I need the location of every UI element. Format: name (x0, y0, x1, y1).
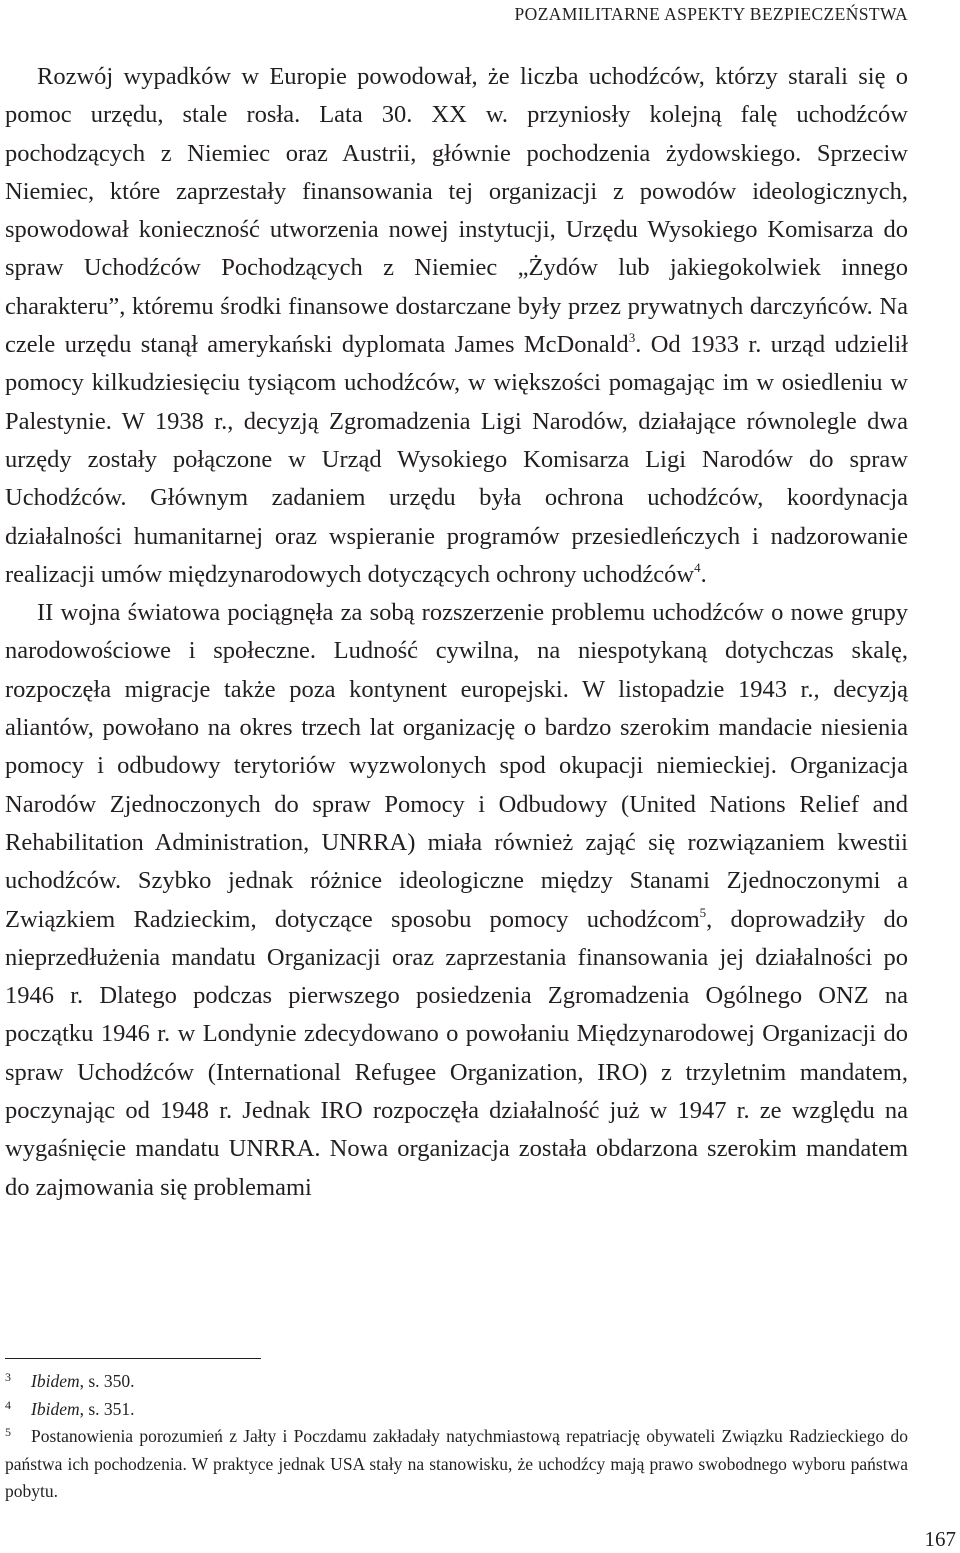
paragraph-text: Rozwój wypadków w Europie powodował, że liczba uchodźców, którzy starali się o pomoc urzędu, stale rosła. Lata 30. XX w. przyniosły kolejną falę uchodźców pochodzących z Niemiec oraz Austrii, głównie pochodzenia żydowskiego. Sprzeciw Niemiec, które zaprzestały finansowania tej organizacji z powodów ideologicznych, spowodował konieczność utworzenia nowej instytucji, Urzędu Wysokiego Komisarza do spraw Uchodźców Pochodzących z Niemiec „Żydów lub jakiegokolwiek innego charakteru”, któremu środki finansowe dostarczane były przez prywatnych darczyńców. Na czele urzędu stanął amerykański dyplomata James McDonald (5, 63, 908, 359)
footnote-text: , s. 351. (79, 1398, 135, 1419)
paragraph-text: . (700, 560, 707, 588)
footnote: 5 Postanowienia porozumień z Jałty i Poczdamu zakładały natychmiastową repatriację obywateli Związku Radzieckiego do państwa ich pochodzenia. W praktyce jednak USA stały na stanowisku, że uchodźcy mają prawo swobodnego wyboru państwa pobytu. (5, 1425, 908, 1501)
footnote-text: , s. 350. (79, 1371, 135, 1391)
main-text (5, 58, 908, 1207)
paragraph (5, 594, 908, 1207)
paragraph (5, 58, 908, 594)
footnote-ibidem: Ibidem (31, 1371, 80, 1391)
paragraph-text: , doprowadziły do nieprzedłużenia mandatu Organizacji oraz zaprzestania finansowania jej działalności po 1946 r. Dlatego podczas pierwszego posiedzenia Zgromadzenia Ogólnego ONZ na początku 1946 r. w Londynie zdecydowano o powołaniu Międzynarodowej Organizacji do spraw Uchodźców (International Refugee Organization, IRO) z trzyletnim mandatem, poczynając od 1948 r. Jednak IRO rozpoczęła działalność już w 1947 r. ze względu na wygaśnięcie mandatu UNRRA. Nowa organizacja została obdarzona szerokim mandatem do zajmowania się problemami (5, 905, 908, 1201)
footnote: 4 Ibidem, s. 351. (5, 1397, 135, 1419)
page-number: 167 (924, 1527, 956, 1551)
footnotes (5, 1368, 908, 1506)
footnote-ibidem: Ibidem (31, 1398, 80, 1419)
footnote-separator (5, 1358, 261, 1359)
footnote-ref[interactable]: 5 (699, 904, 707, 920)
paragraph-text: . Od 1933 r. urząd udzielił pomocy kilkudziesięciu tysiącom uchodźców, w większości pomagając im w osiedleniu w Palestynie. W 1938 r., decyzją Zgromadzenia Ligi Narodów, działające równolegle dwa urzędy zostały połączone w Urząd Wysokiego Komisarza Ligi Narodów do spraw Uchodźców. Głównym zadaniem urzędu była ochrona uchodźców, koordynacja działalności humanitarnej oraz wspieranie programów przesiedleńczych i nadzorowanie realizacji umów międzynarodowych dotyczących ochrony uchodźców (5, 331, 908, 588)
footnote-text: Postanowienia porozumień z Jałty i Poczdamu zakładały natychmiastową repatriację obywateli Związku Radzieckiego do państwa ich pochodzenia. W praktyce jednak USA stały na stanowisku, że uchodźcy mają prawo swobodnego wyboru państwa pobytu. (5, 1426, 908, 1501)
paragraph-text: II wojna światowa pociągnęła za sobą rozszerzenie problemu uchodźców o nowe grupy narodowościowe i społeczne. Ludność cywilna, na niespotykaną dotychczas skalę, rozpoczęła migracje także poza kontynent europejski. W listopadzie 1943 r., decyzją aliantów, powołano na okres trzech lat organizację o bardzo szerokim mandacie niesienia pomocy i odbudowy terytoriów wyzwolonych spod okupacji niemieckiej. Organizacja Narodów Zjednoczonych do spraw Pomocy i Odbudowy (United Nations Relief and Rehabilitation Administration, UNRRA) miała również zająć się rozwiązaniem kwestii uchodźców. Szybko jednak różnice ideologiczne między Stanami Zjednoczonymi a Związkiem Radzieckim, dotyczące sposobu pomocy uchodźcom (5, 599, 908, 933)
footnote-ref[interactable]: 4 (694, 559, 701, 575)
running-header: POZAMILITARNE ASPEKTY BEZPIECZEŃSTWA (514, 4, 908, 24)
footnote-ref[interactable]: 3 (628, 330, 636, 346)
footnote: 3 Ibidem, s. 350. (5, 1370, 135, 1391)
